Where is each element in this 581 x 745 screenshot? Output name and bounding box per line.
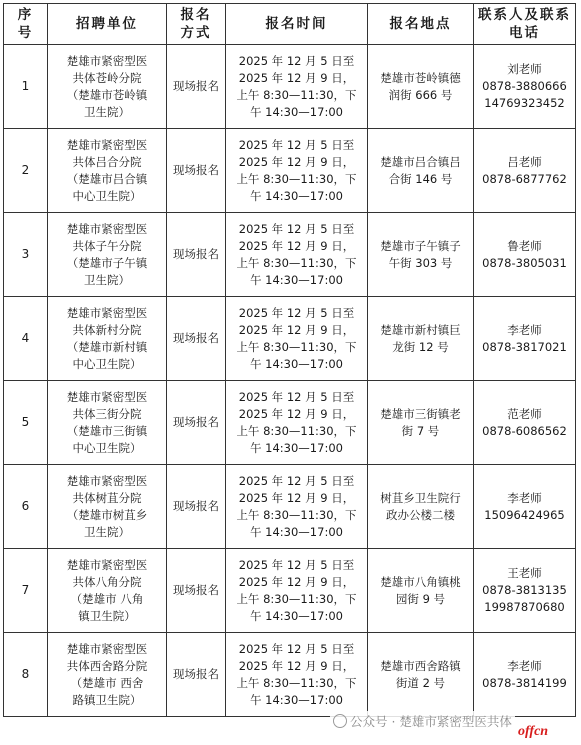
line: 共体树苴分院: [72, 490, 142, 505]
line: （楚雄市树苴乡: [66, 507, 148, 522]
line: 润街 666 号: [388, 87, 453, 102]
header-method: 报名 方式: [167, 4, 226, 45]
line: 2025 年 12 月 9 日，: [238, 658, 355, 673]
line: （楚雄市新村镇: [66, 339, 148, 354]
line: 共体子午分院: [72, 238, 142, 253]
header-contact: 联系人及联系 电话: [474, 4, 576, 45]
line: 0878-3805031: [482, 255, 567, 270]
line: 上午 8:30—11:30，下: [236, 87, 357, 102]
line: 上午 8:30—11:30，下: [236, 339, 357, 354]
line: 2025 年 12 月 9 日，: [238, 574, 355, 589]
line: 2025 年 12 月 5 日至: [238, 389, 355, 404]
registration-time: [226, 45, 368, 129]
header-time: 报名时间: [226, 4, 368, 45]
line: 2025 年 12 月 5 日至: [238, 305, 355, 320]
line: 午 14:30—17:00: [250, 272, 343, 287]
line: 午 14:30—17:00: [250, 356, 343, 371]
table-body: [4, 45, 576, 717]
line: 上午 8:30—11:30，下: [236, 171, 357, 186]
recruiting-unit: [48, 465, 167, 549]
row-number: 1: [4, 45, 48, 129]
line: 中心卫生院）: [72, 440, 142, 455]
line: 0878-3817021: [482, 339, 567, 354]
line: 2025 年 12 月 9 日，: [238, 490, 355, 505]
line: 楚雄市新村镇巨: [380, 322, 461, 337]
header-seq: 序 号: [4, 4, 48, 45]
line: 卫生院）: [84, 524, 130, 539]
recruiting-unit: [48, 633, 167, 717]
header-row: [4, 4, 576, 45]
line: 楚雄市紧密型医: [66, 137, 148, 152]
line: 树苴乡卫生院行: [380, 490, 461, 505]
line: 街道 2 号: [395, 675, 446, 690]
header-place: 报名地点: [368, 4, 474, 45]
registration-method: 现场报名: [167, 549, 226, 633]
line: 上午 8:30—11:30，下: [236, 591, 357, 606]
line: 龙街 12 号: [392, 339, 449, 354]
line: （楚雄市子午镇: [66, 255, 148, 270]
line: 合街 146 号: [388, 171, 453, 186]
line: 2025 年 12 月 9 日，: [238, 406, 355, 421]
registration-method: 现场报名: [167, 633, 226, 717]
recruiting-unit: [48, 381, 167, 465]
line: （楚雄市三街镇: [66, 423, 148, 438]
line: 15096424965: [484, 507, 565, 522]
line: 2025 年 12 月 5 日至: [238, 557, 355, 572]
line: 楚雄市紧密型医: [66, 473, 148, 488]
line: 0878-6877762: [482, 171, 567, 186]
registration-time: [226, 297, 368, 381]
line: 李老师: [507, 490, 542, 505]
registration-place: [368, 45, 474, 129]
registration-time: [226, 381, 368, 465]
line: （楚雄市苍岭镇: [66, 87, 148, 102]
registration-place: [368, 465, 474, 549]
registration-time: [226, 213, 368, 297]
line: 中心卫生院）: [72, 188, 142, 203]
line: 上午 8:30—11:30，下: [236, 507, 357, 522]
registration-place: [368, 297, 474, 381]
line: 楚雄市紧密型医: [66, 641, 148, 656]
row-number: 6: [4, 465, 48, 549]
table-row: [4, 549, 576, 633]
line: 王老师: [507, 566, 542, 580]
watermark: [330, 711, 515, 731]
line: 午 14:30—17:00: [250, 104, 343, 119]
table-row: [4, 129, 576, 213]
recruiting-unit: [48, 213, 167, 297]
row-number: 8: [4, 633, 48, 717]
line: 2025 年 12 月 5 日至: [238, 641, 355, 656]
line: 园街 9 号: [395, 591, 446, 606]
line: 吕老师: [507, 154, 542, 169]
registration-place: [368, 549, 474, 633]
registration-place: [368, 129, 474, 213]
wechat-icon: [333, 714, 347, 728]
line: 李老师: [507, 658, 542, 673]
registration-time: [226, 633, 368, 717]
line: 午 14:30—17:00: [250, 608, 343, 623]
line: 午 14:30—17:00: [250, 188, 343, 203]
offcn-logo: offcn: [518, 724, 549, 739]
line: 中心卫生院）: [72, 356, 142, 371]
line: 2025 年 12 月 9 日，: [238, 322, 355, 337]
line: 2025 年 12 月 5 日至: [238, 137, 355, 152]
line: 范老师: [507, 406, 542, 421]
line: 楚雄市八角镇桃: [380, 574, 461, 589]
registration-method: 现场报名: [167, 381, 226, 465]
table-row: [4, 297, 576, 381]
line: 李老师: [507, 322, 542, 337]
registration-method: 现场报名: [167, 465, 226, 549]
line: 午 14:30—17:00: [250, 440, 343, 455]
registration-place: [368, 381, 474, 465]
registration-time: [226, 549, 368, 633]
line: 午 14:30—17:00: [250, 692, 343, 707]
recruitment-table: [3, 3, 576, 717]
contact-info: [474, 45, 576, 129]
line: 路镇卫生院）: [72, 692, 142, 707]
recruiting-unit: [48, 297, 167, 381]
row-number: 4: [4, 297, 48, 381]
line: （楚雄市 西舍: [70, 675, 144, 690]
line: 镇卫生院）: [78, 608, 136, 623]
line: 2025 年 12 月 9 日，: [238, 154, 355, 169]
line: 共体三街分院: [72, 406, 142, 421]
line: 政办公楼二楼: [386, 507, 455, 522]
line: 鲁老师: [507, 238, 542, 253]
line: 上午 8:30—11:30，下: [236, 423, 357, 438]
row-number: 5: [4, 381, 48, 465]
line: 楚雄市紧密型医: [66, 53, 148, 68]
contact-info: [474, 633, 576, 717]
line: 0878-6086562: [482, 423, 567, 438]
line: 街 7 号: [401, 423, 440, 438]
contact-info: [474, 381, 576, 465]
line: 2025 年 12 月 5 日至: [238, 53, 355, 68]
contact-info: [474, 213, 576, 297]
line: （楚雄市吕合镇: [66, 171, 148, 186]
line: 共体苍岭分院: [72, 70, 142, 85]
row-number: 7: [4, 549, 48, 633]
line: 楚雄市三街镇老: [380, 406, 461, 421]
registration-place: [368, 633, 474, 717]
table-row: [4, 45, 576, 129]
contact-info: [474, 129, 576, 213]
line: 午街 303 号: [388, 255, 453, 270]
line: 0878-3813135: [482, 583, 567, 597]
recruiting-unit: [48, 129, 167, 213]
table-row: [4, 213, 576, 297]
line: 共体八角分院: [72, 574, 142, 589]
line: 楚雄市紧密型医: [66, 557, 148, 572]
row-number: 3: [4, 213, 48, 297]
header-unit: 招聘单位: [48, 4, 167, 45]
line: 共体吕合分院: [72, 154, 142, 169]
line: 楚雄市子午镇子: [380, 238, 461, 253]
line: 上午 8:30—11:30，下: [236, 255, 357, 270]
line: （楚雄市 八角: [70, 591, 144, 606]
line: 19987870680: [484, 600, 565, 614]
line: 2025 年 12 月 5 日至: [238, 221, 355, 236]
line: 楚雄市紧密型医: [66, 221, 148, 236]
line: 2025 年 12 月 5 日至: [238, 473, 355, 488]
line: 共体新村分院: [72, 322, 142, 337]
registration-method: 现场报名: [167, 45, 226, 129]
line: 卫生院）: [84, 272, 130, 287]
line: 共体西舍路分院: [66, 658, 148, 673]
line: 14769323452: [484, 96, 565, 110]
line: 午 14:30—17:00: [250, 524, 343, 539]
line: 楚雄市紧密型医: [66, 389, 148, 404]
table-row: [4, 381, 576, 465]
line: 卫生院）: [84, 104, 130, 119]
line: 楚雄市紧密型医: [66, 305, 148, 320]
line: 0878-3880666: [482, 79, 567, 93]
line: 2025 年 12 月 9 日，: [238, 70, 355, 85]
table-row: [4, 633, 576, 717]
line: 楚雄市西舍路镇: [380, 658, 461, 673]
line: 0878-3814199: [482, 675, 567, 690]
watermark-text: 公众号 · 楚雄市紧密型医共体: [350, 714, 512, 729]
line: 上午 8:30—11:30，下: [236, 675, 357, 690]
recruiting-unit: [48, 45, 167, 129]
registration-method: 现场报名: [167, 297, 226, 381]
line: 楚雄市吕合镇吕: [380, 154, 461, 169]
table-row: [4, 465, 576, 549]
recruiting-unit: [48, 549, 167, 633]
registration-time: [226, 129, 368, 213]
row-number: 2: [4, 129, 48, 213]
contact-info: [474, 465, 576, 549]
registration-place: [368, 213, 474, 297]
line: 2025 年 12 月 9 日，: [238, 238, 355, 253]
registration-time: [226, 465, 368, 549]
registration-method: 现场报名: [167, 129, 226, 213]
registration-method: 现场报名: [167, 213, 226, 297]
line: 楚雄市苍岭镇德: [380, 70, 461, 85]
contact-info: [474, 549, 576, 633]
line: 刘老师: [507, 62, 542, 76]
contact-info: [474, 297, 576, 381]
